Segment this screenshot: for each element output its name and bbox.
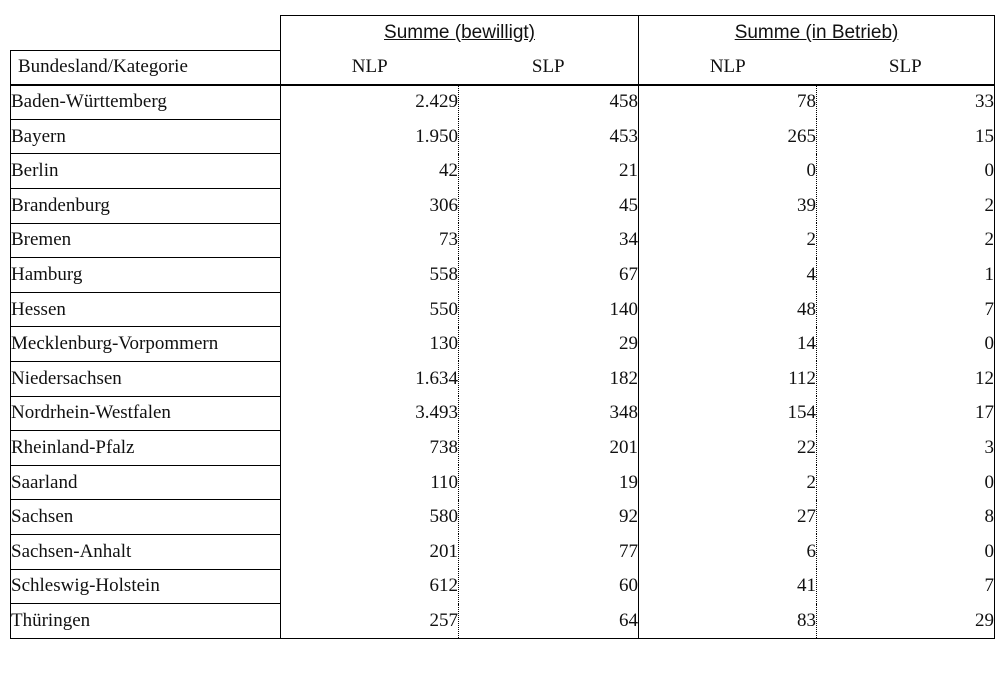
bewilligt-slp-cell: 67 bbox=[459, 258, 639, 293]
betrieb-slp-cell: 12 bbox=[817, 361, 995, 396]
betrieb-nlp-cell: 14 bbox=[639, 327, 817, 362]
table-row bbox=[11, 361, 995, 396]
bewilligt-nlp-cell: 1.634 bbox=[281, 361, 459, 396]
betrieb-nlp-cell: 2 bbox=[639, 465, 817, 500]
bewilligt-nlp-cell: 550 bbox=[281, 292, 459, 327]
table-row bbox=[11, 154, 995, 189]
bewilligt-nlp-cell: 201 bbox=[281, 534, 459, 569]
state-name-cell: Bremen bbox=[11, 223, 281, 258]
data-table bbox=[10, 15, 995, 639]
betrieb-slp-cell: 0 bbox=[817, 534, 995, 569]
bewilligt-slp-cell: 453 bbox=[459, 119, 639, 154]
bewilligt-nlp-cell: 42 bbox=[281, 154, 459, 189]
table-row bbox=[11, 327, 995, 362]
bewilligt-nlp-cell: 612 bbox=[281, 569, 459, 604]
column-header-betrieb-nlp: NLP bbox=[639, 50, 817, 85]
bewilligt-nlp-cell: 2.429 bbox=[281, 85, 459, 120]
state-name-cell: Sachsen bbox=[11, 500, 281, 535]
state-name-cell: Saarland bbox=[11, 465, 281, 500]
group-header-bewilligt-label: Summe (bewilligt) bbox=[384, 22, 535, 44]
table-row bbox=[11, 604, 995, 639]
betrieb-slp-cell: 17 bbox=[817, 396, 995, 431]
empty-corner-cell bbox=[11, 16, 281, 51]
betrieb-slp-cell: 0 bbox=[817, 465, 995, 500]
bewilligt-nlp-cell: 558 bbox=[281, 258, 459, 293]
table-row bbox=[11, 119, 995, 154]
bewilligt-slp-cell: 201 bbox=[459, 431, 639, 466]
bewilligt-slp-cell: 140 bbox=[459, 292, 639, 327]
column-header-bewilligt-nlp: NLP bbox=[281, 50, 459, 85]
bewilligt-slp-cell: 77 bbox=[459, 534, 639, 569]
betrieb-slp-cell: 29 bbox=[817, 604, 995, 639]
betrieb-nlp-cell: 0 bbox=[639, 154, 817, 189]
betrieb-nlp-cell: 6 bbox=[639, 534, 817, 569]
bewilligt-slp-cell: 21 bbox=[459, 154, 639, 189]
bewilligt-nlp-cell: 130 bbox=[281, 327, 459, 362]
group-header-betrieb-label: Summe (in Betrieb) bbox=[734, 22, 899, 44]
bewilligt-nlp-cell: 306 bbox=[281, 188, 459, 223]
column-header-category: Bundesland/Kategorie bbox=[11, 50, 281, 85]
betrieb-slp-cell: 3 bbox=[817, 431, 995, 466]
betrieb-nlp-cell: 27 bbox=[639, 500, 817, 535]
state-name-cell: Nordrhein-Westfalen bbox=[11, 396, 281, 431]
betrieb-nlp-cell: 48 bbox=[639, 292, 817, 327]
column-header-row bbox=[11, 50, 995, 85]
betrieb-nlp-cell: 83 bbox=[639, 604, 817, 639]
betrieb-slp-cell: 2 bbox=[817, 188, 995, 223]
bewilligt-slp-cell: 458 bbox=[459, 85, 639, 120]
betrieb-nlp-cell: 154 bbox=[639, 396, 817, 431]
state-name-cell: Schleswig-Holstein bbox=[11, 569, 281, 604]
table-body bbox=[11, 85, 995, 639]
betrieb-slp-cell: 15 bbox=[817, 119, 995, 154]
state-name-cell: Niedersachsen bbox=[11, 361, 281, 396]
betrieb-nlp-cell: 2 bbox=[639, 223, 817, 258]
betrieb-nlp-cell: 22 bbox=[639, 431, 817, 466]
bewilligt-nlp-cell: 3.493 bbox=[281, 396, 459, 431]
bewilligt-nlp-cell: 738 bbox=[281, 431, 459, 466]
state-name-cell: Thüringen bbox=[11, 604, 281, 639]
state-name-cell: Berlin bbox=[11, 154, 281, 189]
bewilligt-slp-cell: 45 bbox=[459, 188, 639, 223]
group-header-betrieb bbox=[639, 16, 995, 51]
bewilligt-slp-cell: 60 bbox=[459, 569, 639, 604]
bewilligt-slp-cell: 29 bbox=[459, 327, 639, 362]
state-name-cell: Mecklenburg-Vorpommern bbox=[11, 327, 281, 362]
bewilligt-slp-cell: 64 bbox=[459, 604, 639, 639]
betrieb-nlp-cell: 78 bbox=[639, 85, 817, 120]
bewilligt-slp-cell: 19 bbox=[459, 465, 639, 500]
column-header-betrieb-slp: SLP bbox=[817, 50, 995, 85]
bewilligt-nlp-cell: 110 bbox=[281, 465, 459, 500]
table-row bbox=[11, 188, 995, 223]
betrieb-slp-cell: 1 bbox=[817, 258, 995, 293]
bewilligt-nlp-cell: 257 bbox=[281, 604, 459, 639]
group-header-row bbox=[11, 16, 995, 51]
state-name-cell: Baden-Württemberg bbox=[11, 85, 281, 120]
state-name-cell: Brandenburg bbox=[11, 188, 281, 223]
bewilligt-slp-cell: 348 bbox=[459, 396, 639, 431]
betrieb-nlp-cell: 39 bbox=[639, 188, 817, 223]
table-row bbox=[11, 85, 995, 120]
bewilligt-slp-cell: 34 bbox=[459, 223, 639, 258]
betrieb-slp-cell: 0 bbox=[817, 154, 995, 189]
betrieb-nlp-cell: 265 bbox=[639, 119, 817, 154]
betrieb-slp-cell: 8 bbox=[817, 500, 995, 535]
betrieb-slp-cell: 7 bbox=[817, 292, 995, 327]
column-header-bewilligt-slp: SLP bbox=[459, 50, 639, 85]
bewilligt-nlp-cell: 580 bbox=[281, 500, 459, 535]
betrieb-nlp-cell: 41 bbox=[639, 569, 817, 604]
betrieb-nlp-cell: 4 bbox=[639, 258, 817, 293]
betrieb-slp-cell: 33 bbox=[817, 85, 995, 120]
state-name-cell: Bayern bbox=[11, 119, 281, 154]
table-row bbox=[11, 258, 995, 293]
state-name-cell: Rheinland-Pfalz bbox=[11, 431, 281, 466]
bewilligt-slp-cell: 92 bbox=[459, 500, 639, 535]
table-row bbox=[11, 500, 995, 535]
bewilligt-slp-cell: 182 bbox=[459, 361, 639, 396]
betrieb-slp-cell: 7 bbox=[817, 569, 995, 604]
betrieb-nlp-cell: 112 bbox=[639, 361, 817, 396]
table-row bbox=[11, 534, 995, 569]
bewilligt-nlp-cell: 1.950 bbox=[281, 119, 459, 154]
betrieb-slp-cell: 0 bbox=[817, 327, 995, 362]
table-row bbox=[11, 223, 995, 258]
state-name-cell: Sachsen-Anhalt bbox=[11, 534, 281, 569]
state-name-cell: Hamburg bbox=[11, 258, 281, 293]
bewilligt-nlp-cell: 73 bbox=[281, 223, 459, 258]
table-row bbox=[11, 569, 995, 604]
state-name-cell: Hessen bbox=[11, 292, 281, 327]
table-row bbox=[11, 292, 995, 327]
table-row bbox=[11, 431, 995, 466]
table-row bbox=[11, 396, 995, 431]
table-row bbox=[11, 465, 995, 500]
group-header-bewilligt bbox=[281, 16, 639, 51]
betrieb-slp-cell: 2 bbox=[817, 223, 995, 258]
